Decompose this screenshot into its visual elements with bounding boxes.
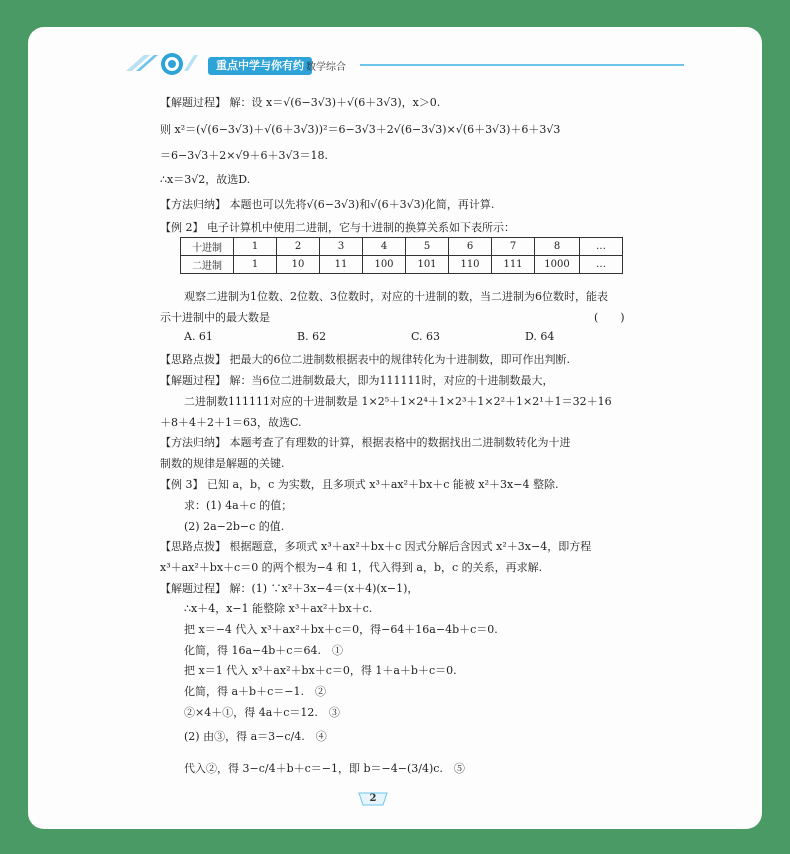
text-line: ∴x＝3√2，故选D. <box>160 173 251 186</box>
answer-blank: ( ) <box>594 311 625 324</box>
table-cell: 2 <box>277 238 320 256</box>
text-line: 求：(1) 4a＋c 的值； <box>184 499 293 512</box>
text-line: 【方法归纳】 本题也可以先将√(6−3√3)和√(6＋3√3)化简，再计算. <box>160 198 495 211</box>
table-cell: … <box>580 256 623 274</box>
text-line: ②×4＋①，得 4a＋c＝12. ③ <box>184 706 340 719</box>
page-number: 2 <box>369 793 377 804</box>
text-line: 【解题过程】 解：设 x＝√(6−3√3)＋√(6＋3√3)，x＞0. <box>160 96 441 109</box>
text-line: 代入②，得 3−c/4＋b＋c＝−1，即 b＝−4−(3/4)c. ⑤ <box>184 762 465 775</box>
text-line: 制数的规律是解题的关键. <box>160 457 285 470</box>
text-line: 【方法归纳】 本题考查了有理数的计算，根据表格中的数据找出二进制数转化为十进 <box>160 436 571 449</box>
series-badge: 重点中学与你有约 <box>208 57 312 75</box>
table-cell: 101 <box>406 256 449 274</box>
text-line: ＝6−3√3＋2×√9＋6＋3√3＝18. <box>160 149 328 162</box>
page-header <box>124 51 684 81</box>
table-cell: 6 <box>449 238 492 256</box>
table-cell: 8 <box>535 238 580 256</box>
text-line: 【解题过程】 解：当6位二进制数最大，即为111111时，对应的十进制数最大， <box>160 374 554 387</box>
text-line: 【思路点拨】 把最大的6位二进制数根据表中的规律转化为十进制数，即可作出判断. <box>160 353 570 366</box>
text-line: 二进制数111111对应的十进制数是 1×2⁵＋1×2⁴＋1×2³＋1×2²＋1×2¹＋1＝32＋16 <box>184 395 612 408</box>
choice-a: A. 61 <box>184 330 213 343</box>
table-row <box>181 256 623 274</box>
table-cell: 二进制 <box>181 256 234 274</box>
table-cell: 1 <box>234 256 277 274</box>
text-line: ＋8＋4＋2＋1＝63，故选C. <box>160 416 302 429</box>
page-number-tab <box>355 792 391 806</box>
text-line: 示十进制中的最大数是 <box>160 311 270 324</box>
text-line: (2) 由③，得 a＝3−c/4. ④ <box>184 730 327 743</box>
table-cell: 100 <box>363 256 406 274</box>
text-line: 观察二进制为1位数、2位数、3位数时，对应的十进制的数，当二进制为6位数时，能表 <box>184 290 608 303</box>
text-line: 【例 3】 已知 a，b，c 为实数，且多项式 x³＋ax²＋bx＋c 能被 x²＋3x−4 整除. <box>160 478 559 491</box>
text-line: 【解题过程】 解：(1) ∵x²＋3x−4＝(x＋4)(x−1)， <box>160 582 419 595</box>
text-line: 【思路点拨】 根据题意，多项式 x³＋ax²＋bx＋c 因式分解后含因式 x²＋3x−4，即方程 <box>160 540 592 553</box>
text-line: 把 x＝−4 代入 x³＋ax²＋bx＋c＝0，得−64＋16a−4b＋c＝0. <box>184 623 498 636</box>
choice-b: B. 62 <box>297 330 327 343</box>
table-cell: 7 <box>492 238 535 256</box>
table-cell: 10 <box>277 256 320 274</box>
conversion-table <box>180 237 623 274</box>
subject-label: 数学综合 <box>306 62 346 73</box>
table-cell: 5 <box>406 238 449 256</box>
choice-c: C. 63 <box>411 330 441 343</box>
table-cell: 3 <box>320 238 363 256</box>
table-cell: … <box>580 238 623 256</box>
text-line: 把 x＝1 代入 x³＋ax²＋bx＋c＝0，得 1＋a＋b＋c＝0. <box>184 664 457 677</box>
text-line: x³＋ax²＋bx＋c＝0 的两个根为−4 和 1，代入得到 a，b，c 的关系，再求解. <box>160 561 543 574</box>
table-cell: 十进制 <box>181 238 234 256</box>
text-line: ∴x＋4，x−1 能整除 x³＋ax²＋bx＋c. <box>184 602 373 615</box>
page-sheet <box>28 27 762 829</box>
table-cell: 1 <box>234 238 277 256</box>
text-line: 化简，得 16a−4b＋c＝64. ① <box>184 644 343 657</box>
header-rule <box>360 64 684 66</box>
table-cell: 11 <box>320 256 363 274</box>
table-row <box>181 238 623 256</box>
table-cell: 1000 <box>535 256 580 274</box>
school-logo-icon <box>124 51 198 77</box>
text-line: (2) 2a−2b−c 的值. <box>184 520 285 533</box>
table-cell: 4 <box>363 238 406 256</box>
table-cell: 111 <box>492 256 535 274</box>
text-line: 化简，得 a＋b＋c＝−1. ② <box>184 685 326 698</box>
text-line: 则 x²＝(√(6−3√3)＋√(6＋3√3))²＝6−3√3＋2√(6−3√3)×√(6＋3√3)＋6＋3√3 <box>160 123 561 136</box>
choice-d: D. 64 <box>525 330 555 343</box>
text-line: 【例 2】 电子计算机中使用二进制，它与十进制的换算关系如下表所示： <box>160 221 515 234</box>
table-cell: 110 <box>449 256 492 274</box>
